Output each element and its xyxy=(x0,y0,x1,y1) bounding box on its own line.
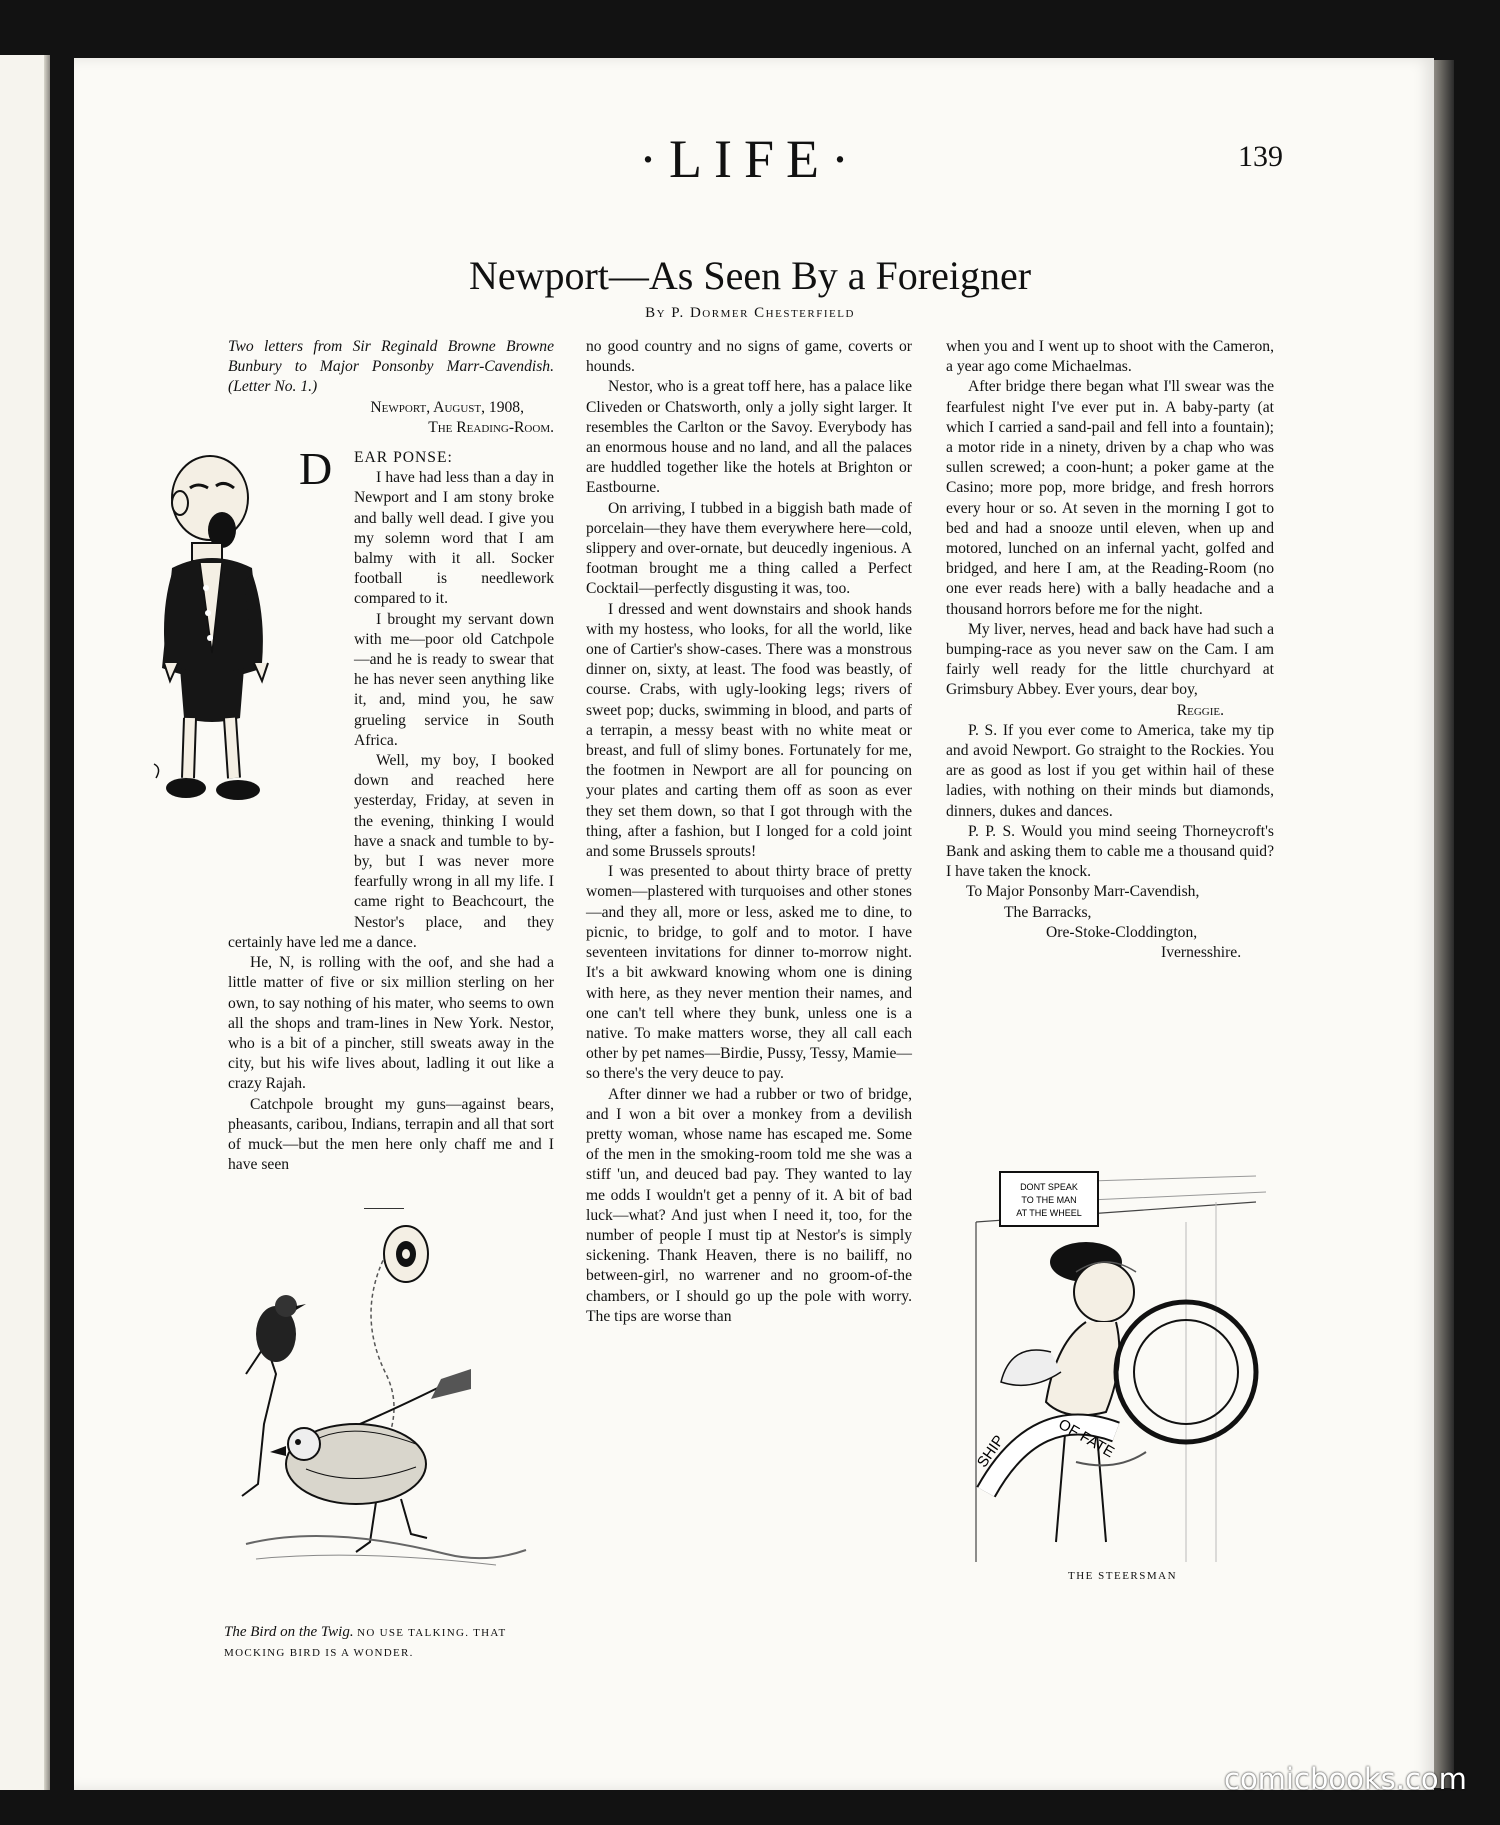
butler-illustration xyxy=(150,448,290,868)
letter-paragraph: when you and I went up to shoot with the Cameron, a year ago come Michaelmas. xyxy=(946,338,1274,376)
letter-paragraph: After dinner we had a rubber or two of bridge, and I won a bit over a monkey from a devilish pretty woman, whose name has escaped me. Some of the men in the smoking-room told me she was a stiff 'un, and deuced bad pay. They wanted to lay me odds I wouldn't get a penny of it. A bit of bad luck—what? And just when I need it, too, for the number of people I must tip at Nestor's is simply sickening. Thank Heaven, there is no bailiff, no between-girl, no warrener and no groom-of-the chambers, or I should go up the pole with worry. The tips are worse than xyxy=(586,1085,912,1325)
intro-note: Two letters from Sir Reginald Browne Browne Bunbury to Major Ponsonby Marr-Cavendish. (Letter No. 1.) xyxy=(228,338,554,396)
address-line: The Barracks, xyxy=(1004,903,1092,921)
bird-on-twig-illustration xyxy=(226,1214,556,1614)
address-line: To Major Ponsonby Marr-Cavendish, xyxy=(966,883,1200,901)
watermark: comicbooks.com xyxy=(1224,1762,1467,1796)
masthead: ·LIFE· xyxy=(639,129,861,189)
sign-line-1: DONT SPEAK xyxy=(1020,1182,1078,1192)
steersman-caption: THE STEERSMAN xyxy=(1068,1570,1178,1582)
column-2 xyxy=(586,337,912,1327)
letter-paragraph: After bridge there began what I'll swear was the fearfulest night I've ever put in. A baby-party (at which I carried a sand-pail and fell into a fountain); a motor ride in a ninety, driven by a chap who was sullen screwed; a coon-hunt; a poker game at the Casino; more pop, more bridge, and fresh horrors every hour or so. At seven in the morning I got to bed and had a snooze until eleven, when up and motored, lunched on an infernal yacht, golfed and bridged, and here I am, at the Reading-Room (no one ever reads here) with a bally headache and a thousand horrors before me for the night. xyxy=(946,378,1274,618)
letter-paragraph: no good country and no signs of game, coverts or hounds. xyxy=(586,338,912,376)
address-line: Ivernesshire. xyxy=(1161,944,1242,962)
letter-paragraph: Nestor, who is a great toff here, has a palace like Cliveden or Chatsworth, only a jolly sight larger. It resembles the Carlton or the Savoy. Everybody has an enormous house and no land, and all the palaces are huddled together like the hotels at Brighton or Eastbourne. xyxy=(586,378,912,497)
postscript: P. S. If you ever come to America, take my tip and avoid Newport. Go straight to the Rockies. You are as good as lost if you get within hail of these ladies, with nothing on their minds but diamonds, dinners, dukes and dances. xyxy=(946,721,1274,820)
wheel-label-fate: OF FATE xyxy=(1055,1415,1118,1462)
letter-paragraph: My liver, nerves, head and back have had such a bumping-race as you never saw on the Cam. I am fairly well ready for the little churchyard at Grimsbury Abbey. Ever yours, dear boy, xyxy=(946,620,1274,699)
byline: By P. Dormer Chesterfield xyxy=(645,305,855,321)
article-headline: Newport—As Seen By a Foreigner xyxy=(468,253,1032,298)
dateline-place: Newport, August, 1908, xyxy=(370,398,524,416)
bird-caption-title: The Bird on the Twig. xyxy=(224,1624,354,1640)
letter-paragraph: Well, my boy, I booked down and reached here yesterday, Friday, at seven in the evening, thinking I would have a snack and tumble to by-by, but I was never more fearfully wrong in all my life. I came right to Beachcourt, the Nestor's place, and they certainly have led me a dance. xyxy=(228,752,554,951)
letter-paragraph: I brought my servant down with me—poor old Catchpole—and he is ready to swear that he has never seen anything like it, and, mind you, he saw grueling service in South Africa. xyxy=(354,610,554,749)
column-3 xyxy=(946,337,1274,963)
signature: Reggie. xyxy=(1176,701,1224,719)
letter-paragraph: Catchpole brought my guns—against bears, pheasants, caribou, Indians, terrapin and all that sort of muck—but the men here only chaff me and I have seen xyxy=(228,1095,554,1174)
postscript-2: P. P. S. Would you mind seeing Thorneycroft's Bank and asking them to cable me a thousand quid? I have taken the knock. xyxy=(946,822,1274,881)
sign-line-2: TO THE MAN xyxy=(1021,1195,1077,1205)
letter-paragraph: I have had less than a day in Newport and I am stony broke and bally well dead. I give you my solemn word that I am balmy with it all. Socker football is needlework compared to it. xyxy=(354,469,554,608)
dateline-room: The Reading-Room. xyxy=(428,418,554,436)
salutation: EAR PONSE: xyxy=(354,449,453,467)
letter-paragraph: He, N, is rolling with the oof, and she had a little matter of five or six million sterling on her own, to say nothing of his mater, who seems to own all the shops and tram-lines in New York. Nestor, who is a bit of a pincher, still sweats away in the city, but his wife lives about, ladling it out like a crazy Rajah. xyxy=(228,954,554,1093)
section-divider xyxy=(364,1208,404,1209)
steersman-illustration xyxy=(956,1162,1276,1562)
letter-paragraph: I was presented to about thirty brace of pretty women—plastered with turquoises and other stones—and they all, more or less, asked me to dine, to picnic, to bridge, to golf and to motor. I have seventeen invitations for dinner to-morrow night. It's a bit awkward knowing whom one is dining with here, as they never mention their names, and one can't tell where they bunk, unless one is a native. To make matters worse, they all call each other by pet names—Birdie, Pussy, Tessy, Mamie—so there's the very deuce to pay. xyxy=(586,863,912,1083)
letter-paragraph: On arriving, I tubbed in a biggish bath made of porcelain—they have them everywhere here—cold, slippery and over-ornate, but deucedly ingenious. A footman brought me a thing called a Perfect Cocktail—perfectly disgusting it was, too. xyxy=(586,499,912,598)
sign-line-3: AT THE WHEEL xyxy=(1016,1208,1082,1218)
wheel-label-ship: SHIP xyxy=(973,1432,1008,1471)
address-line: Ore-Stoke-Cloddington, xyxy=(1046,923,1198,941)
bird-caption xyxy=(224,1623,554,1663)
page-number: 139 xyxy=(1238,140,1283,173)
bird-caption-text: NO USE TALKING. THAT MOCKING BIRD IS A WONDER. xyxy=(224,1627,507,1659)
letter-paragraph: I dressed and went downstairs and shook hands with my hostess, who looks, for all the world, like one of Cartier's show-cases. There was a monstrous dinner on, sixty, at least. The food was beastly, of course. Crabs, with ugly-looking legs; rivers of sweet pop; ducks, swimming in blood, and parts of a terrapin, a messy beast with no white meat or breast, and full of slimy bones. Fortunately for me, the footmen in Newport are all for pouncing on your plates and carting them off as soon as ever they set them down, so that I got through with the thing, after a fashion, but I longed for a cold joint and some Brussels sprouts! xyxy=(586,600,912,861)
drop-cap: D xyxy=(299,443,334,495)
